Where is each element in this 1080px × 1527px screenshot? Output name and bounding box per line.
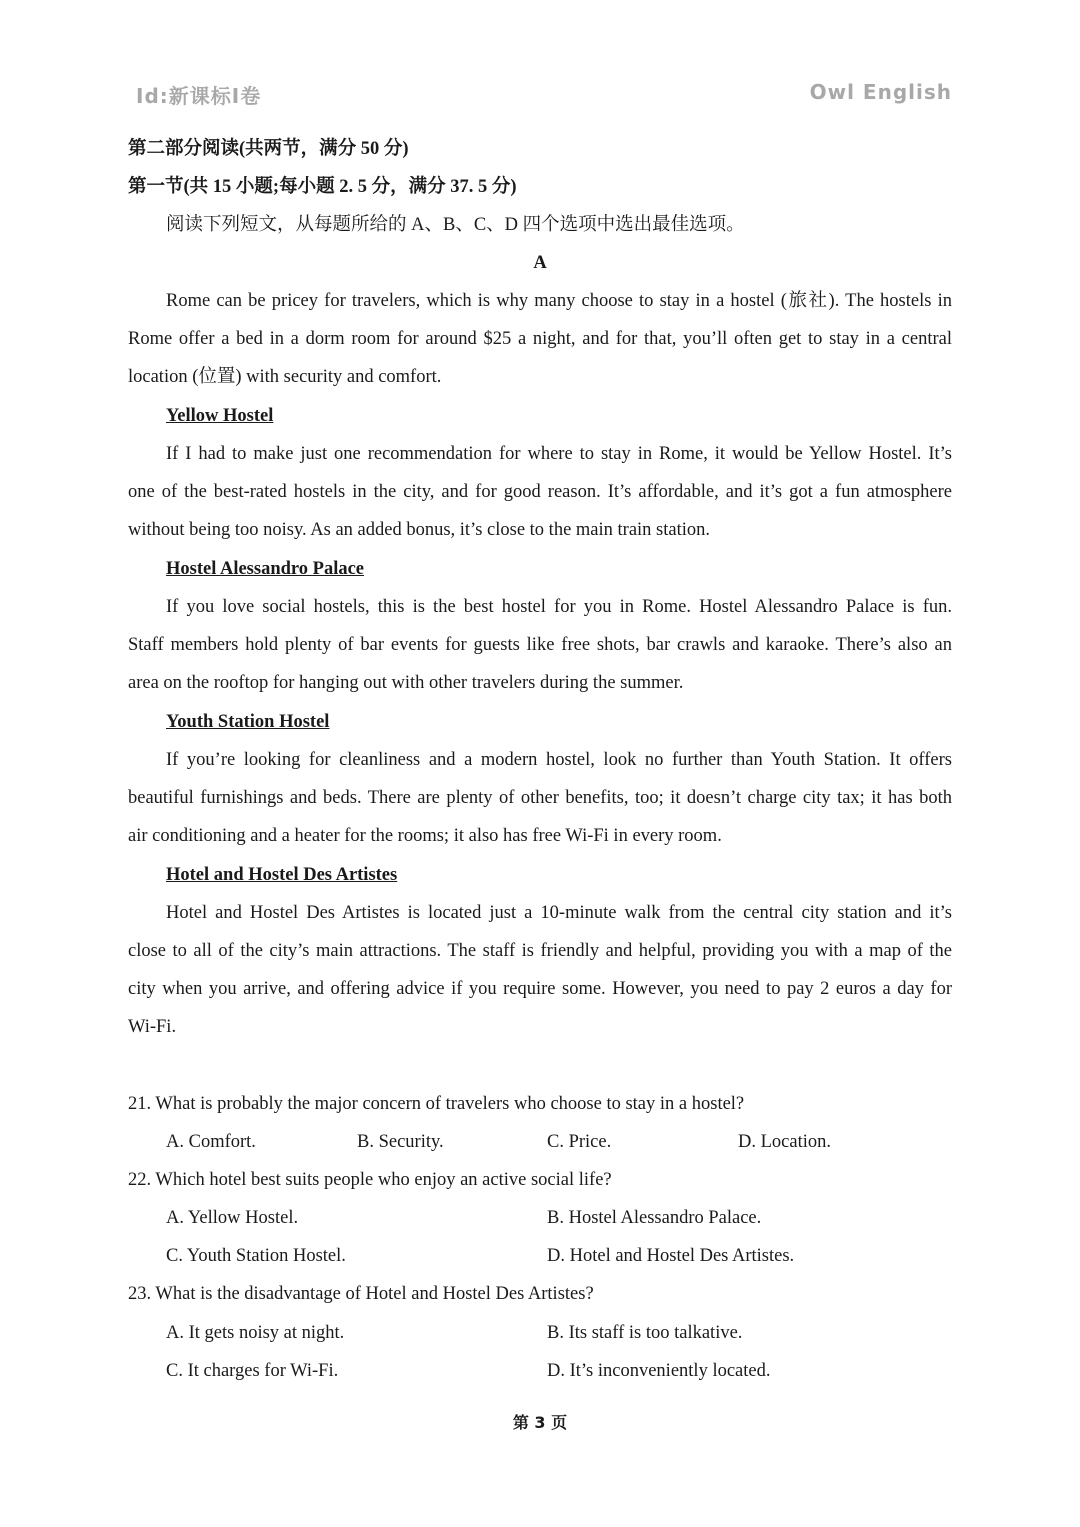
paragraph-line: city when you arrive, and offering advice if you require some. However, you need to pay 2 euros a day for [128,979,952,999]
section-heading-alessandro-palace: Hostel Alessandro Palace [166,559,365,579]
paragraph-line: air conditioning and a heater for the rooms; it also has free Wi-Fi in every room. [128,826,722,846]
option-23-d: D. It’s inconveniently located. [547,1361,771,1381]
paragraph-line: one of the best-rated hostels in the city, and for good reason. It’s affordable, and it’s got a fun atmosphere [128,482,952,502]
section-title: 第二部分阅读(共两节，满分 50 分) [128,139,409,159]
paragraph-line: If you’re looking for cleanliness and a modern hostel, look no further than Youth Station. It offers [166,750,952,770]
option-21-b: B. Security. [357,1132,444,1152]
intro-line: Rome offer a bed in a dorm room for around $25 a night, and for that, you’ll often get to stay in a central [128,329,952,349]
option-23-a: A. It gets noisy at night. [166,1323,345,1343]
question-stem-23: 23. What is the disadvantage of Hotel and Hostel Des Artistes? [128,1284,594,1304]
passage-label: A [533,253,547,273]
intro-line: Rome can be pricey for travelers, which is why many choose to stay in a hostel (旅社). The hostels in [166,291,952,311]
paragraph-line: Staff members hold plenty of bar events for guests like free shots, bar crawls and karaoke. There’s also an [128,635,952,655]
paragraph-line: area on the rooftop for hanging out with other travelers during the summer. [128,673,684,693]
option-21-d: D. Location. [738,1132,831,1152]
paragraph-line: Hotel and Hostel Des Artistes is located just a 10-minute walk from the central city station and it’s [166,903,952,923]
option-22-b: B. Hostel Alessandro Palace. [547,1208,762,1228]
subsection-title: 第一节(共 15 小题;每小题 2. 5 分，满分 37. 5 分) [128,177,517,197]
section-heading-des-artistes: Hotel and Hostel Des Artistes [166,865,398,885]
option-22-d: D. Hotel and Hostel Des Artistes. [547,1246,795,1266]
header-brand-label: Owl English [809,80,952,104]
paragraph-line: close to all of the city’s main attractions. The staff is friendly and helpful, providing you with a map of the [128,941,952,961]
section-heading-yellow-hostel: Yellow Hostel [166,406,274,426]
page-number: 第 3 页 [512,1413,568,1432]
paragraph-line: Wi-Fi. [128,1017,177,1037]
paragraph-line: If you love social hostels, this is the best hostel for you in Rome. Hostel Alessandro Palace is fun. [166,597,952,617]
section-heading-youth-station: Youth Station Hostel [166,712,330,732]
question-stem-21: 21. What is probably the major concern of travelers who choose to stay in a hostel? [128,1094,745,1114]
question-stem-22: 22. Which hotel best suits people who enjoy an active social life? [128,1170,612,1190]
intro-line: location (位置) with security and comfort. [128,367,442,387]
paragraph-line: If I had to make just one recommendation for where to stay in Rome, it would be Yellow Hostel. It’s [166,444,952,464]
option-21-c: C. Price. [547,1132,612,1152]
option-22-a: A. Yellow Hostel. [166,1208,299,1228]
option-23-b: B. Its staff is too talkative. [547,1323,743,1343]
instruction-text: 阅读下列短文，从每题所给的 A、B、C、D 四个选项中选出最佳选项。 [166,215,745,235]
option-23-c: C. It charges for Wi-Fi. [166,1361,339,1381]
option-22-c: C. Youth Station Hostel. [166,1246,346,1266]
paragraph-line: beautiful furnishings and beds. There are plenty of other benefits, too; it doesn’t charge city tax; it has both [128,788,952,808]
paragraph-line: without being too noisy. As an added bonus, it’s close to the main train station. [128,520,711,540]
header-id-label: Id:新课标I卷 [136,84,262,108]
option-21-a: A. Comfort. [166,1132,256,1152]
